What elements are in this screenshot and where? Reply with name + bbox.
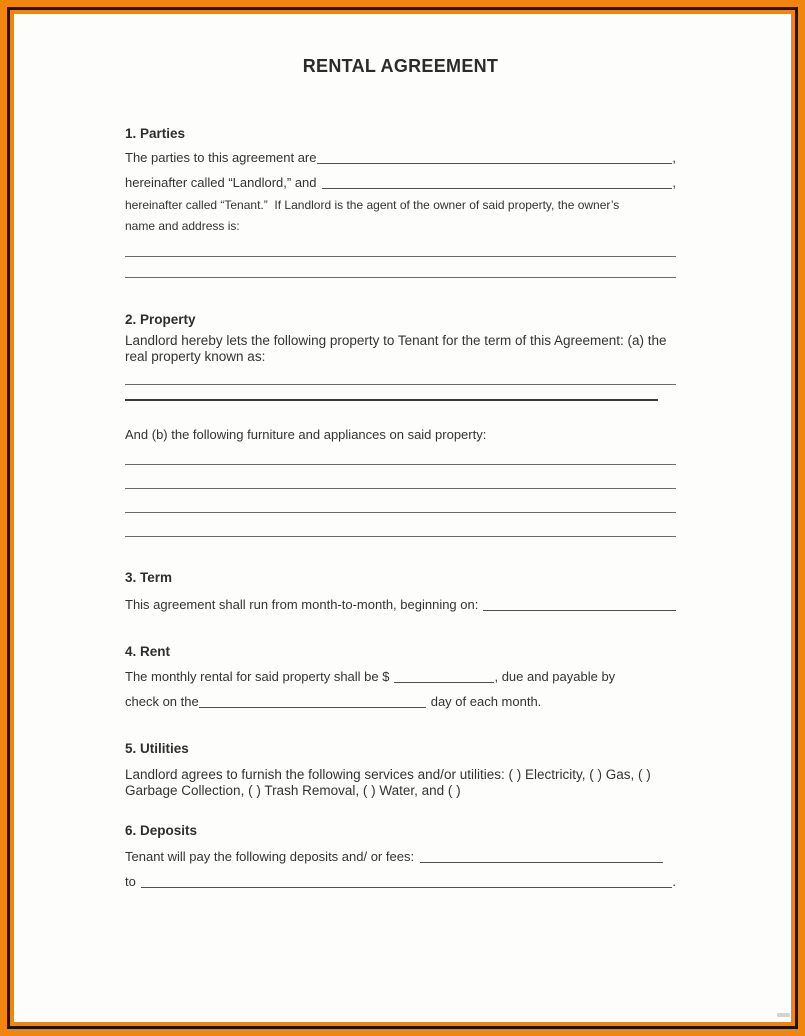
blank-line-furniture-1 — [125, 464, 676, 465]
page-frame-black — [7, 7, 798, 1029]
blank-line-furniture-3 — [125, 512, 676, 513]
blank-line-owner-address-1 — [125, 256, 676, 257]
parties-line-1-comma: , — [672, 150, 676, 165]
blank-line-beginning-date — [483, 609, 676, 611]
furniture-intro-line: And (b) the following furniture and appliances on said property: — [125, 427, 487, 442]
deposits-line-2-period: . — [672, 874, 676, 889]
blank-line-furniture-4 — [125, 536, 676, 537]
section-heading-parties: 1. Parties — [125, 126, 186, 141]
section-heading-utilities: 5. Utilities — [125, 741, 189, 756]
section-heading-deposits: 6. Deposits — [125, 823, 198, 838]
section-heading-rent: 4. Rent — [125, 644, 171, 659]
blank-line-furniture-2 — [125, 488, 676, 489]
section-heading-property: 2. Property — [125, 312, 196, 327]
rent-line-2 — [125, 689, 676, 714]
page-title: RENTAL AGREEMENT — [302, 56, 499, 76]
term-line-text: This agreement shall run from month-to-month, beginning on: — [125, 597, 479, 612]
parties-line-3: hereinafter called “Tenant.” If Landlord is the agent of the owner of said property, the owner’s — [125, 198, 620, 212]
blank-line-tenant-names — [322, 187, 673, 189]
page-frame-orange-inner — [10, 10, 795, 1026]
deposits-line-2 — [125, 869, 676, 894]
blank-line-real-property-2 — [125, 399, 658, 401]
document-paper — [14, 14, 791, 1022]
parties-line-2-comma: , — [672, 175, 676, 190]
blank-line-parties-names — [317, 162, 673, 164]
blank-line-rent-day — [199, 706, 426, 708]
corner-watermark-smudge — [777, 1013, 790, 1017]
deposits-line-1 — [125, 844, 676, 869]
parties-line-4: name and address is: — [125, 219, 240, 233]
blank-line-real-property-1 — [125, 384, 676, 385]
section-heading-term: 3. Term — [125, 570, 173, 585]
blank-line-deposit-payee — [141, 886, 673, 888]
blank-line-owner-address-2 — [125, 277, 676, 278]
blank-line-deposit-fees — [420, 861, 663, 863]
parties-line-1-text: The parties to this agreement are — [125, 150, 317, 165]
rent-line-1-pre: The monthly rental for said property shall be $ — [125, 669, 390, 684]
rent-line-2-pre: check on the — [125, 694, 199, 709]
deposits-line-1-text: Tenant will pay the following deposits and/ or fees: — [125, 849, 415, 864]
parties-line-2-text: hereinafter called “Landlord,” and — [125, 175, 317, 190]
property-paragraph: Landlord hereby lets the following property to Tenant for the term of this Agreement: (a) the real property known as: — [125, 333, 667, 364]
parties-line-1 — [125, 145, 676, 170]
deposits-line-2-text: to — [125, 874, 136, 889]
blank-line-rent-amount — [394, 681, 494, 683]
parties-line-2 — [125, 170, 676, 195]
rent-line-1 — [125, 664, 676, 689]
rent-line-1-post: , due and payable by — [494, 669, 616, 684]
utilities-paragraph: Landlord agrees to furnish the following services and/or utilities: ( ) Electricity, ( ) Gas, ( ) Garbage Collection, ( ) Trash Removal, ( ) Water, and ( ) — [125, 767, 651, 798]
rent-line-2-post: day of each month. — [430, 694, 542, 709]
term-line — [125, 592, 676, 617]
